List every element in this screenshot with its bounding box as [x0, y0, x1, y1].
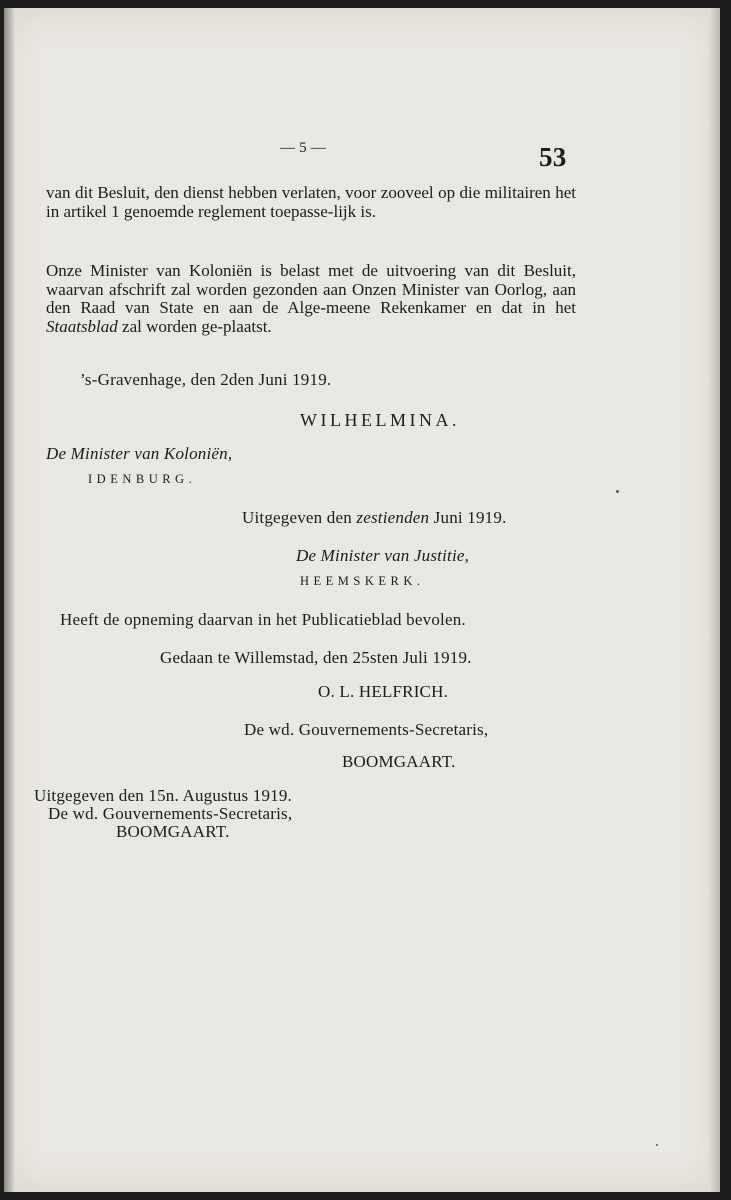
minister-colonies-name: IDENBURG.: [88, 472, 197, 486]
governor-name: O. L. HELFRICH.: [318, 682, 449, 701]
binding-gutter: [4, 8, 14, 1192]
document-page: [4, 8, 720, 1192]
paper-speck: [656, 1144, 658, 1146]
footer-secretary-title: De wd. Gouvernements-Secretaris,: [48, 804, 293, 823]
page-number: 53: [539, 142, 567, 172]
published-prefix: Uitgegeven den: [242, 508, 357, 527]
paragraph-1: van dit Besluit, den dienst hebben verlaten, voor zooveel op die militairen het in artikel 1 genoemde reglement toepasse-lijk is.: [46, 183, 576, 221]
signature-queen: WILHELMINA.: [300, 410, 460, 430]
published-date-italic: zestienden: [356, 508, 430, 527]
paper-speck: [616, 490, 619, 493]
page-edge: [708, 8, 720, 1192]
minister-justice-title: De Minister van Justitie,: [296, 546, 470, 565]
published-suffix: Juni 1919.: [429, 508, 507, 527]
secretary-title: De wd. Gouvernements-Secretaris,: [244, 720, 489, 739]
footer-secretary-name: BOOMGAART.: [116, 822, 230, 841]
done-line: Gedaan te Willemstad, den 25sten Juli 1919.: [160, 648, 472, 667]
date-line: ’s-Gravenhage, den 2den Juni 1919.: [80, 370, 332, 389]
paragraph-2-tail: zal worden ge-plaatst.: [117, 316, 272, 336]
published-line-1: [242, 508, 507, 528]
paragraph-2-text: Onze Minister van Koloniën is belast met de uitvoering van dit Besluit, waarvan afschrift zal worden gezonden aan Onzen Minister van Oorlog, aan den Raad van State en aan de Alge-meene Rekenkamer en dat in het: [46, 261, 576, 317]
order-line: Heeft de opneming daarvan in het Publicatieblad bevolen.: [60, 610, 466, 629]
page-marker: — 5 —: [280, 140, 326, 156]
minister-colonies-title: De Minister van Koloniën,: [46, 444, 233, 463]
minister-justice-name: HEEMSKERK.: [300, 574, 425, 588]
secretary-name: BOOMGAART.: [342, 752, 456, 771]
staatsblad-reference: Staatsblad: [46, 316, 118, 336]
footer-published: Uitgegeven den 15n. Augustus 1919.: [34, 786, 292, 805]
paragraph-2: [46, 262, 576, 336]
